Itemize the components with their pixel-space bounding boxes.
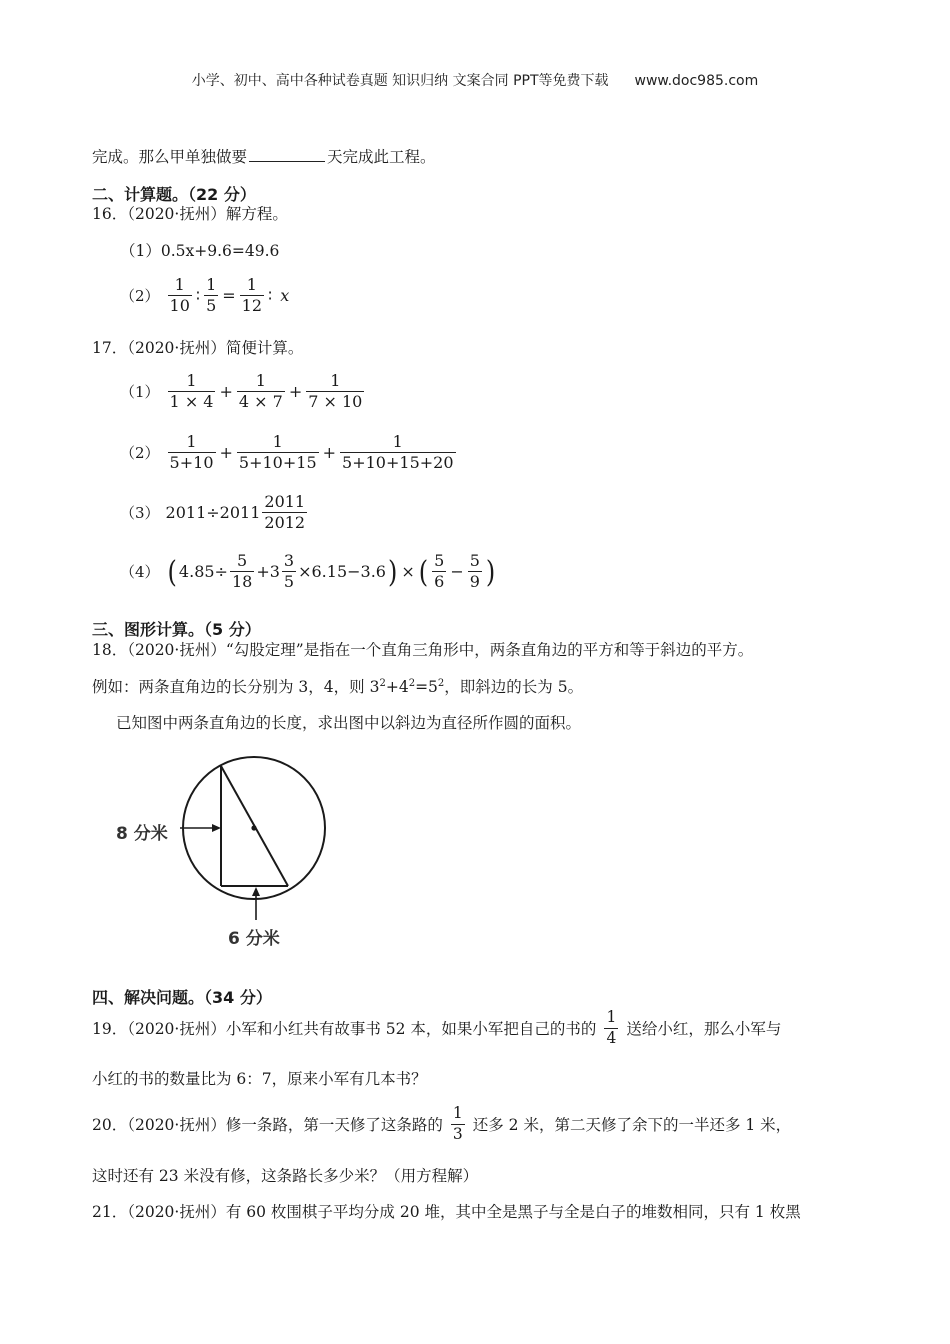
fraction: $\frac{1}{5}$ [206,275,217,315]
label-6dm: 6 分米 [228,929,280,949]
fraction: $\frac{1}{4 \times 7}$ [238,371,283,411]
arrow-bottom-head [252,887,260,896]
q16-part2: （2） $\frac{1}{10}$ ∶ $\frac{1}{5}$ = $\frac{1}{12}$ ∶ x [120,275,290,315]
q16-part2-label: （2） [120,287,160,305]
fraction: $\frac{5}{18}$ [231,551,253,591]
section-4-title: 四、解决问题。（34 分） [92,988,272,1007]
q19-line2: 小红的书的数量比为 6：7，原来小军有几本书？ [92,1070,427,1088]
arrow-left-head [212,824,221,832]
q19-line1: 19．（2020·抚州）小军和小红共有故事书 52 本，如果小军把自己的书的 $\frac{1}{4}$ 送给小红，那么小军与 [92,1008,782,1047]
fraction: $\frac{1}{5+10}$ [169,432,214,472]
fraction: $\frac{1}{5+10+15+20}$ [342,432,454,472]
page-header [0,70,950,90]
fraction: $\frac{1}{7 \times 10}$ [308,371,363,411]
q17-part2: （2） $\frac{1}{5+10}$ + $\frac{1}{5+10+15}$ + $\frac{1}{5+10+15+20}$ [120,432,454,472]
q17-part4: （4） ( 4.85÷ $\frac{5}{18}$ +3 $\frac{3}{5}$ ×6.15−3.6 ) × ( $\frac{5}{6}$ − $\frac{5}{9}$ ) [120,551,496,591]
section-2-title: 二、计算题。（22 分） [92,185,256,204]
fraction: $\frac{5}{9}$ [469,551,480,591]
fraction: $\frac{3}{5}$ [283,551,295,591]
fraction: $\frac{1}{3}$ [452,1104,463,1143]
q18-line3: 已知图中两条直角边的长度，求出图中以斜边为直径所作圆的面积。 [116,714,582,732]
answer-blank [249,147,325,162]
header-title: 小学、初中、高中各种试卷真题 知识归纳 文案合同 PPT等免费下载 [191,73,609,89]
section-3-title: 三、图形计算。（5 分） [92,620,261,639]
header-site: www.doc985.com [634,73,759,89]
center-dot [251,825,256,830]
q20-line2: 这时还有 23 米没有修，这条路长多少米？（用方程解） [92,1167,479,1185]
fraction: $\frac{1}{10}$ [169,275,190,315]
fraction: $\frac{1}{1 \times 4}$ [169,371,214,411]
fraction: $\frac{5}{6}$ [434,551,445,591]
fraction: $\frac{2011}{2012}$ [264,492,306,532]
q21-line1: 21．（2020·抚州）有 60 枚围棋子平均分成 20 堆，其中全是黑子与全是白子的堆数相同，只有 1 枚黑 [92,1203,801,1221]
q20-line1: 20．（2020·抚州）修一条路，第一天修了这条路的 $\frac{1}{3}$ 还多 2 米，第二天修了余下的一半还多 1 米， [92,1104,792,1143]
label-8dm: 8 分米 [116,824,168,844]
q15-before: 完成。那么甲单独做要 [92,148,248,166]
q15-tail [92,147,436,166]
q17-stem: 17．（2020·抚州）简便计算。 [92,339,304,357]
q18-line2: 例如：两条直角边的长分别为 3，4，则 $3^2+4^2=5^2$，即斜边的长为 5。 [92,678,584,697]
q18-line1: 18．（2020·抚州）“勾股定理”是指在一个直角三角形中，两条直角边的平方和等于斜边的平方。 [92,641,754,659]
fraction: $\frac{1}{4}$ [606,1008,617,1047]
q17-part3: （3） 2011÷2011 $\frac{2011}{2012}$ [120,492,306,532]
q17-part1: （1） $\frac{1}{1 \times 4}$ + $\frac{1}{4 \times 7}$ + $\frac{1}{7 \times 10}$ [120,371,363,411]
fraction: $\frac{1}{12}$ [241,275,263,315]
circle-triangle-figure [100,750,340,955]
q16-stem: 16．（2020·抚州）解方程。 [92,205,288,223]
fraction: $\frac{1}{5+10+15}$ [238,432,317,472]
q15-after: 天完成此工程。 [327,148,436,166]
q16-part1: （1）0.5x+9.6=49.6 [120,242,280,260]
